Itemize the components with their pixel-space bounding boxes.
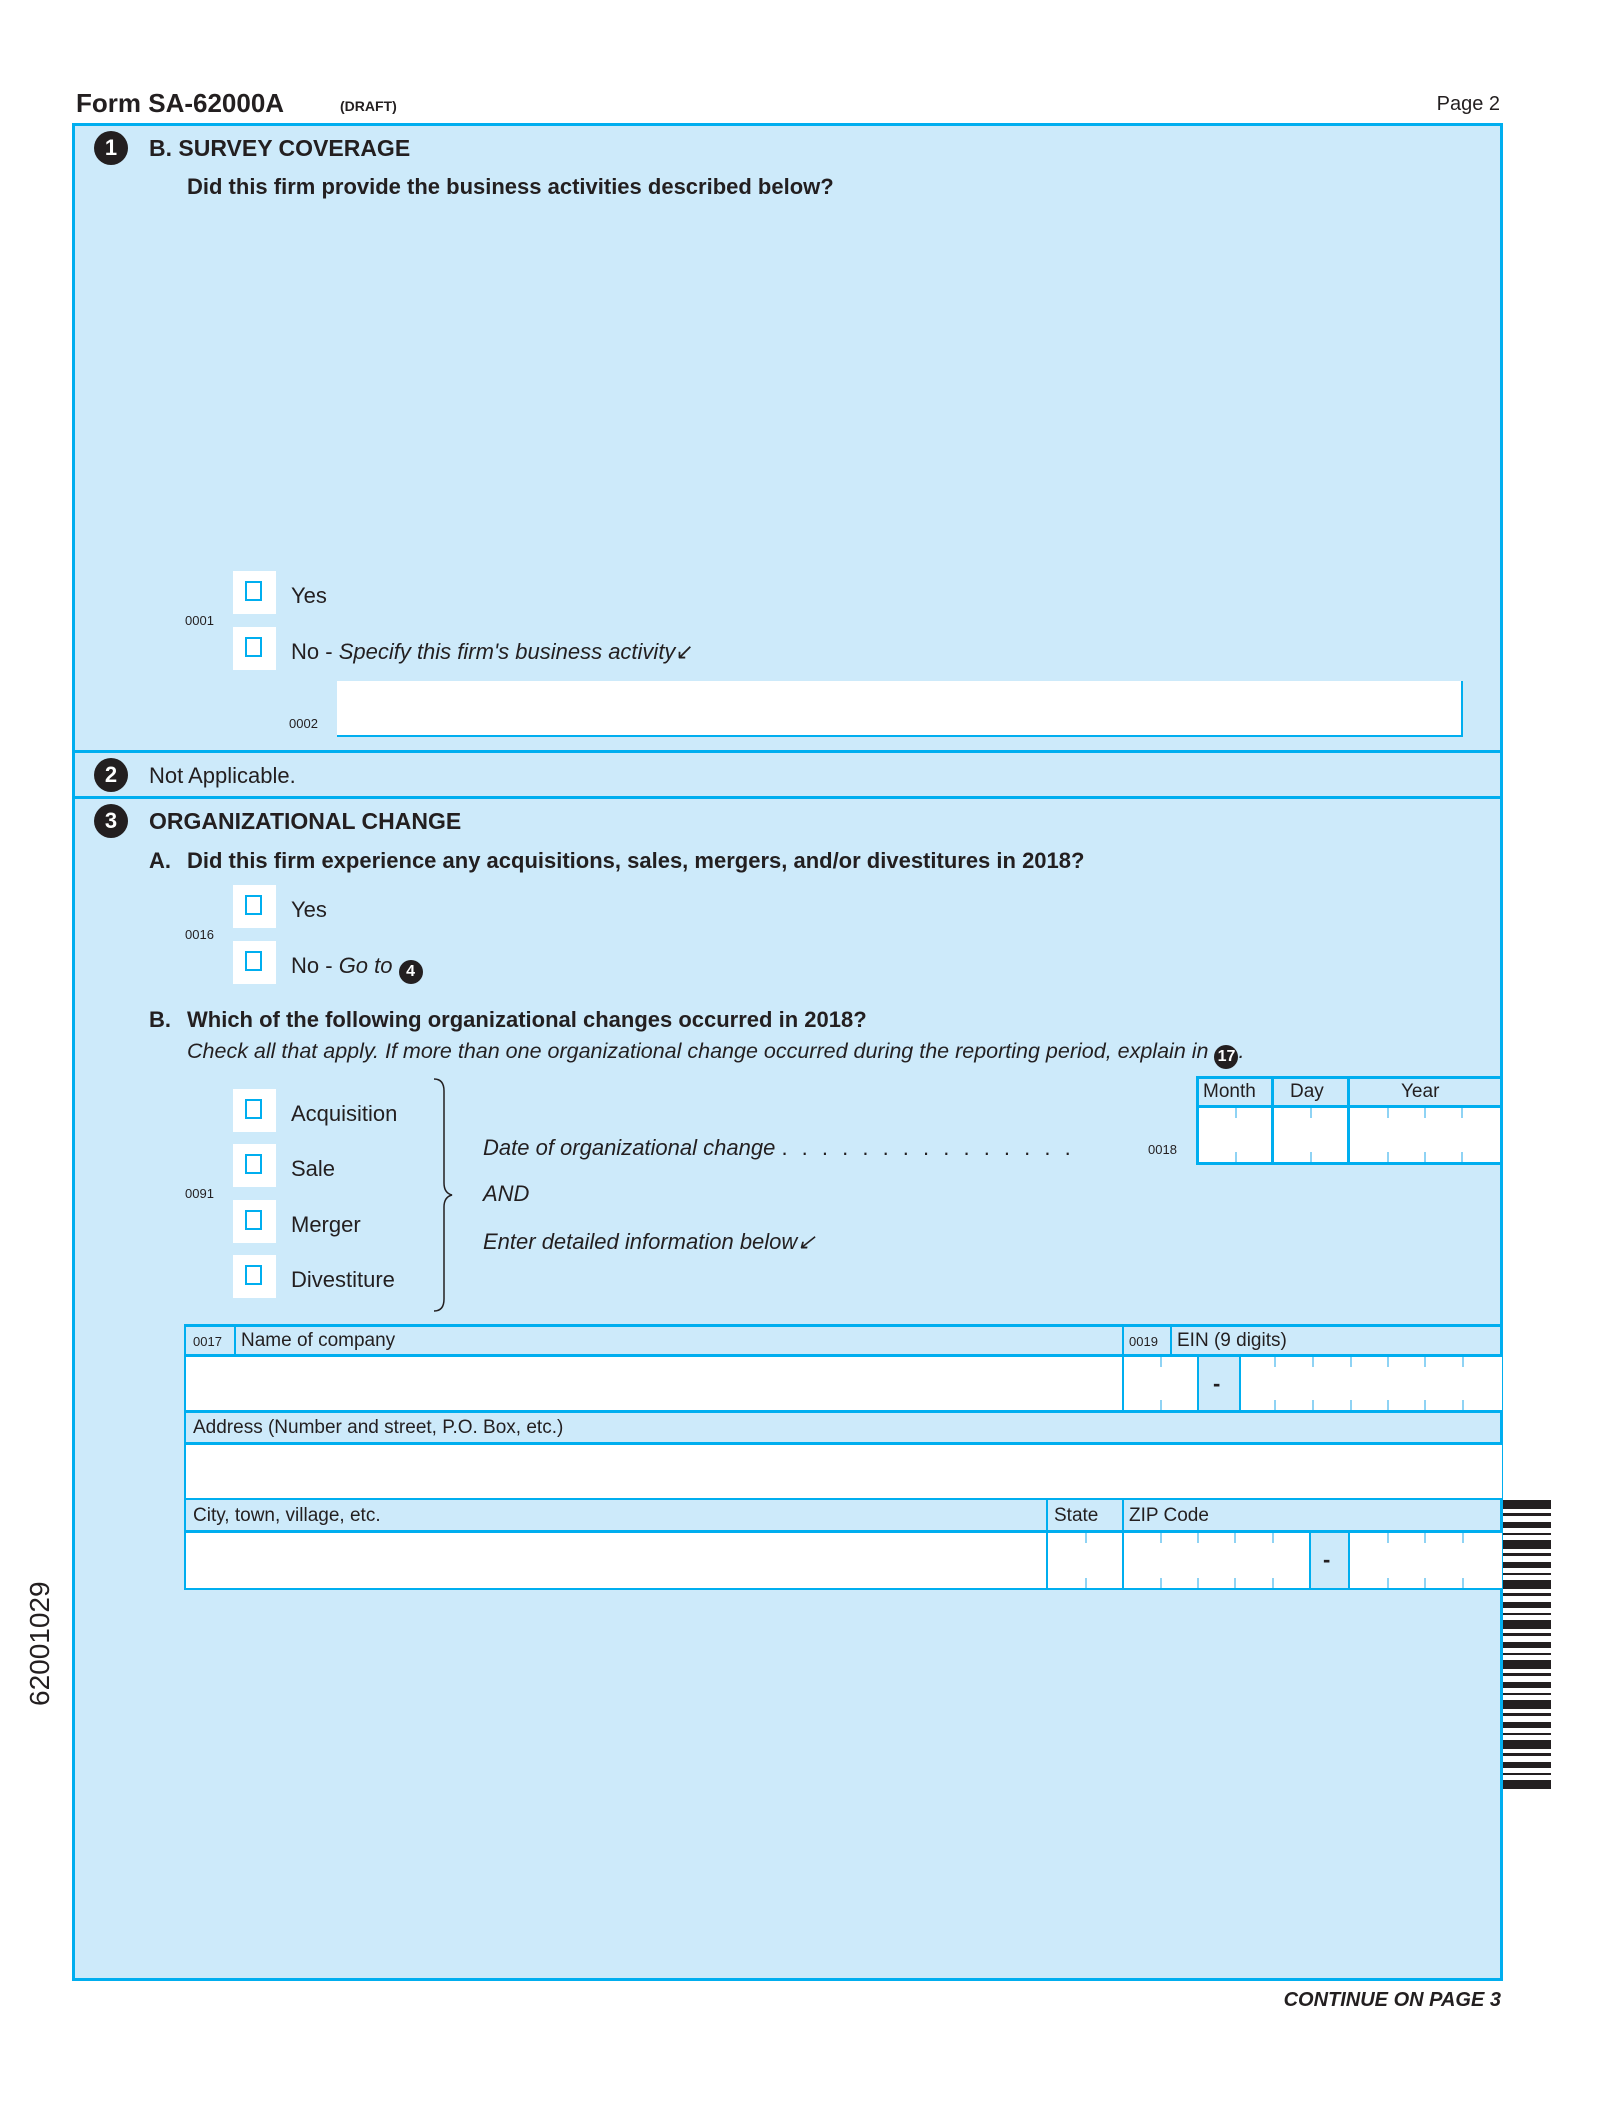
- enter-detail-label: [483, 1229, 816, 1255]
- section-3-title: ORGANIZATIONAL CHANGE: [149, 808, 462, 834]
- acquisition-label: Acquisition: [291, 1101, 398, 1126]
- merger-checkbox[interactable]: [233, 1200, 276, 1243]
- draft-label: (DRAFT): [340, 98, 397, 114]
- barcode: [1503, 1500, 1551, 1793]
- address-input[interactable]: [187, 1445, 1502, 1498]
- side-form-code: 62001029: [24, 1581, 55, 1706]
- arrow-down-icon: ↙: [675, 639, 694, 664]
- state-label: State: [1054, 1505, 1099, 1526]
- divider: [72, 750, 1503, 753]
- item-code-0091: 0091: [185, 1186, 214, 1201]
- question-b: Which of the following organizational changes occurred in 2018?: [187, 1007, 867, 1032]
- survey-no-checkbox[interactable]: [233, 627, 276, 670]
- year-header: Year: [1401, 1081, 1440, 1102]
- section-number-1: 1: [94, 131, 128, 165]
- ref-section-badge: 17: [1214, 1045, 1238, 1069]
- day-header: Day: [1290, 1081, 1324, 1102]
- no-text: No -: [291, 639, 339, 664]
- and-label: AND: [483, 1181, 530, 1206]
- survey-no-label: [291, 639, 694, 665]
- sale-checkbox[interactable]: [233, 1144, 276, 1187]
- merger-label: Merger: [291, 1212, 361, 1237]
- no-text: No -: [291, 953, 339, 978]
- question-a-letter: A.: [149, 848, 171, 873]
- change-yes-checkbox[interactable]: [233, 885, 276, 928]
- ein-dash: [1197, 1357, 1241, 1410]
- enter-text: Enter detailed information below: [483, 1229, 798, 1254]
- dash-text: -: [1323, 1547, 1331, 1572]
- item-code-0019: 0019: [1129, 1334, 1158, 1349]
- arrow-down-icon: ↙: [797, 1229, 816, 1254]
- instruction-text: Check all that apply. If more than one organizational change occurred during the reporting period, explain in: [187, 1039, 1209, 1063]
- item-code-0017: 0017: [193, 1334, 222, 1349]
- date-label: [483, 1135, 1075, 1161]
- section-number-3: 3: [94, 804, 128, 838]
- question-a: Did this firm experience any acquisitions, sales, mergers, and/or divestitures in 2018?: [187, 848, 1085, 873]
- date-label-text: Date of organizational change: [483, 1135, 776, 1160]
- survey-yes-checkbox[interactable]: [233, 571, 276, 614]
- zip-input[interactable]: [1124, 1533, 1309, 1588]
- section-2-text: Not Applicable.: [149, 763, 296, 788]
- brace-icon: [430, 1077, 464, 1313]
- business-activity-input[interactable]: [337, 681, 1463, 737]
- company-name-label: Name of company: [241, 1330, 396, 1351]
- change-no-label: [291, 953, 423, 984]
- question-b-letter: B.: [149, 1007, 171, 1032]
- month-header: Month: [1203, 1081, 1256, 1102]
- divider: [72, 796, 1503, 799]
- section-1-title: B. SURVEY COVERAGE: [149, 135, 411, 161]
- goto-text: Go to: [338, 953, 393, 978]
- city-label: City, town, village, etc.: [193, 1505, 381, 1526]
- item-code-0001: 0001: [185, 613, 214, 628]
- divestiture-label: Divestiture: [291, 1267, 395, 1292]
- ein-label: EIN (9 digits): [1177, 1330, 1287, 1351]
- section-1-question: Did this firm provide the business activities described below?: [187, 174, 834, 199]
- zip-dash: [1309, 1533, 1350, 1588]
- zip-label: ZIP Code: [1129, 1505, 1209, 1526]
- company-name-input[interactable]: [187, 1357, 1121, 1410]
- survey-yes-label: Yes: [291, 583, 327, 608]
- form-title: Form SA-62000A: [76, 88, 285, 118]
- divestiture-checkbox[interactable]: [233, 1255, 276, 1298]
- leader-dots: . . . . . . . . . . . . . . .: [781, 1135, 1075, 1160]
- change-no-checkbox[interactable]: [233, 941, 276, 984]
- acquisition-checkbox[interactable]: [233, 1089, 276, 1132]
- dash-text: -: [1213, 1371, 1221, 1396]
- city-input[interactable]: [187, 1533, 1045, 1588]
- goto-section-badge: 4: [399, 960, 423, 984]
- item-code-0002: 0002: [289, 716, 318, 731]
- section-number-2: 2: [94, 758, 128, 792]
- sale-label: Sale: [291, 1156, 336, 1181]
- address-label: Address (Number and street, P.O. Box, etc.): [193, 1417, 564, 1438]
- item-code-0016: 0016: [185, 927, 214, 942]
- question-b-instructions: Check all that apply. If more than one organizational change occurred during the reporting period, explain in 17 .: [187, 1039, 1244, 1069]
- item-code-0018: 0018: [1148, 1142, 1177, 1157]
- no-instruction: Specify this firm's business activity: [338, 639, 676, 664]
- page-number: Page 2: [1436, 93, 1500, 115]
- change-yes-label: Yes: [291, 897, 327, 922]
- continue-footer: CONTINUE ON PAGE 3: [1283, 1989, 1501, 2011]
